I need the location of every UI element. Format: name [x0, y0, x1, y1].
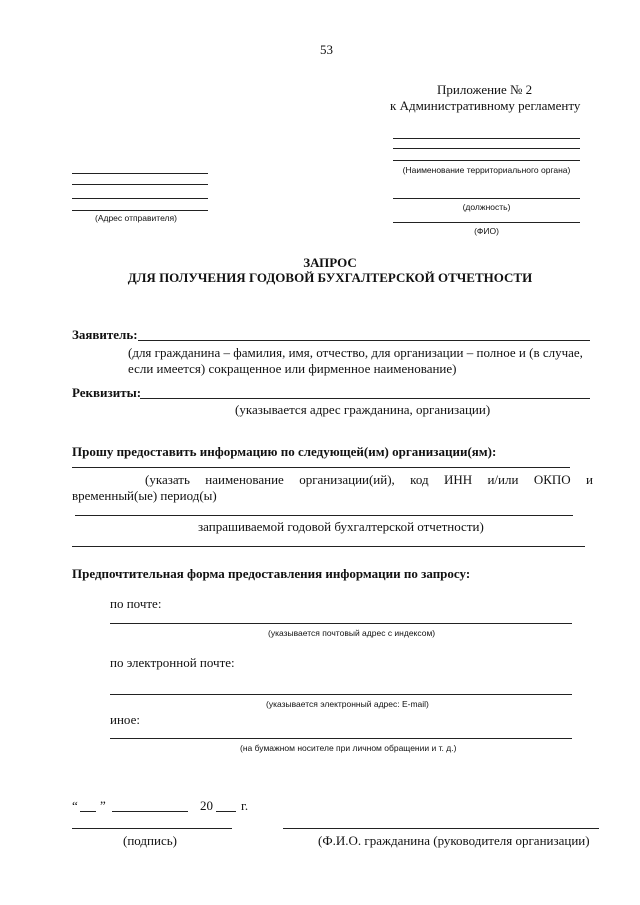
signature-line[interactable]	[72, 828, 232, 829]
recipient-line-3[interactable]	[393, 160, 580, 161]
requisites-hint: (указывается адрес гражданина, организации)	[235, 402, 491, 417]
request-hint-2: временный(ые) период(ы)	[72, 488, 217, 503]
requisites-label: Реквизиты:	[72, 385, 142, 400]
mail-caption: (указывается почтовый адрес с индексом)	[268, 628, 436, 638]
request-hint-word: наименование	[205, 472, 284, 487]
date-century: 20	[200, 798, 213, 813]
recipient-position-caption: (должность)	[462, 202, 511, 212]
recipient-line-1[interactable]	[393, 138, 580, 139]
request-hint-3: запрашиваемой годовой бухгалтерской отчетности)	[198, 519, 484, 534]
other-line[interactable]	[110, 738, 572, 739]
date-year-suffix: г.	[241, 798, 249, 813]
date-close-quote: ”	[100, 798, 106, 813]
request-label: Прошу предоставить информацию по следующей(им) организации(ям):	[72, 444, 497, 459]
request-title: ЗАПРОС	[303, 255, 357, 270]
preferred-form-label: Предпочтительная форма предоставления информации по запросу:	[72, 566, 471, 581]
date-open-quote: “	[72, 798, 78, 813]
email-caption: (указывается электронный адрес: E-mail)	[266, 699, 429, 709]
request-hint-1	[145, 472, 593, 488]
appendix-subtitle: к Административному регламенту	[390, 98, 581, 113]
request-line-1[interactable]	[72, 467, 570, 468]
sender-address-caption: (Адрес отправителя)	[95, 213, 177, 223]
request-hint-word: и	[586, 472, 593, 487]
date-day-line[interactable]	[80, 811, 96, 812]
request-hint-word: ОКПО	[533, 472, 571, 487]
sender-line-4[interactable]	[72, 210, 208, 211]
request-line-2[interactable]	[75, 515, 573, 516]
applicant-hint-2: если имеется) сокращенное или фирменное наименование)	[128, 361, 457, 376]
request-hint-word: (указать	[145, 472, 190, 487]
email-label: по электронной почте:	[110, 655, 235, 670]
request-hint-word: ИНН	[443, 472, 473, 487]
request-hint-word: и/или	[487, 472, 519, 487]
applicant-line[interactable]	[138, 340, 590, 341]
sender-line-3[interactable]	[72, 198, 208, 199]
email-line[interactable]	[110, 694, 572, 695]
applicant-label: Заявитель:	[72, 327, 138, 342]
recipient-name-line[interactable]	[393, 222, 580, 223]
recipient-org-caption: (Наименование территориального органа)	[402, 165, 571, 175]
mail-label: по почте:	[110, 596, 162, 611]
sender-line-2[interactable]	[72, 184, 208, 185]
recipient-line-2[interactable]	[393, 148, 580, 149]
mail-line[interactable]	[110, 623, 572, 624]
recipient-name-caption: (ФИО)	[474, 226, 499, 236]
request-subtitle: ДЛЯ ПОЛУЧЕНИЯ ГОДОВОЙ БУХГАЛТЕРСКОЙ ОТЧЕТНОСТИ	[127, 270, 533, 285]
request-hint-word: код	[410, 472, 429, 487]
other-label: иное:	[110, 712, 140, 727]
signer-name-line[interactable]	[283, 828, 599, 829]
appendix-title: Приложение № 2	[437, 82, 533, 97]
date-year-line[interactable]	[216, 811, 236, 812]
request-hint-word: организации(ий),	[299, 472, 395, 487]
signature-caption: (подпись)	[123, 833, 177, 848]
request-line-3[interactable]	[72, 546, 585, 547]
requisites-line[interactable]	[140, 398, 590, 399]
date-month-line[interactable]	[112, 811, 188, 812]
recipient-position-line[interactable]	[393, 198, 580, 199]
signer-name-caption: (Ф.И.О. гражданина (руководителя организации)	[318, 833, 590, 848]
page-number: 53	[320, 42, 333, 57]
sender-line-1[interactable]	[72, 173, 208, 174]
other-caption: (на бумажном носителе при личном обращении и т. д.)	[240, 743, 457, 753]
applicant-hint-1: (для гражданина – фамилия, имя, отчество, для организации – полное и (в случае,	[128, 345, 583, 360]
